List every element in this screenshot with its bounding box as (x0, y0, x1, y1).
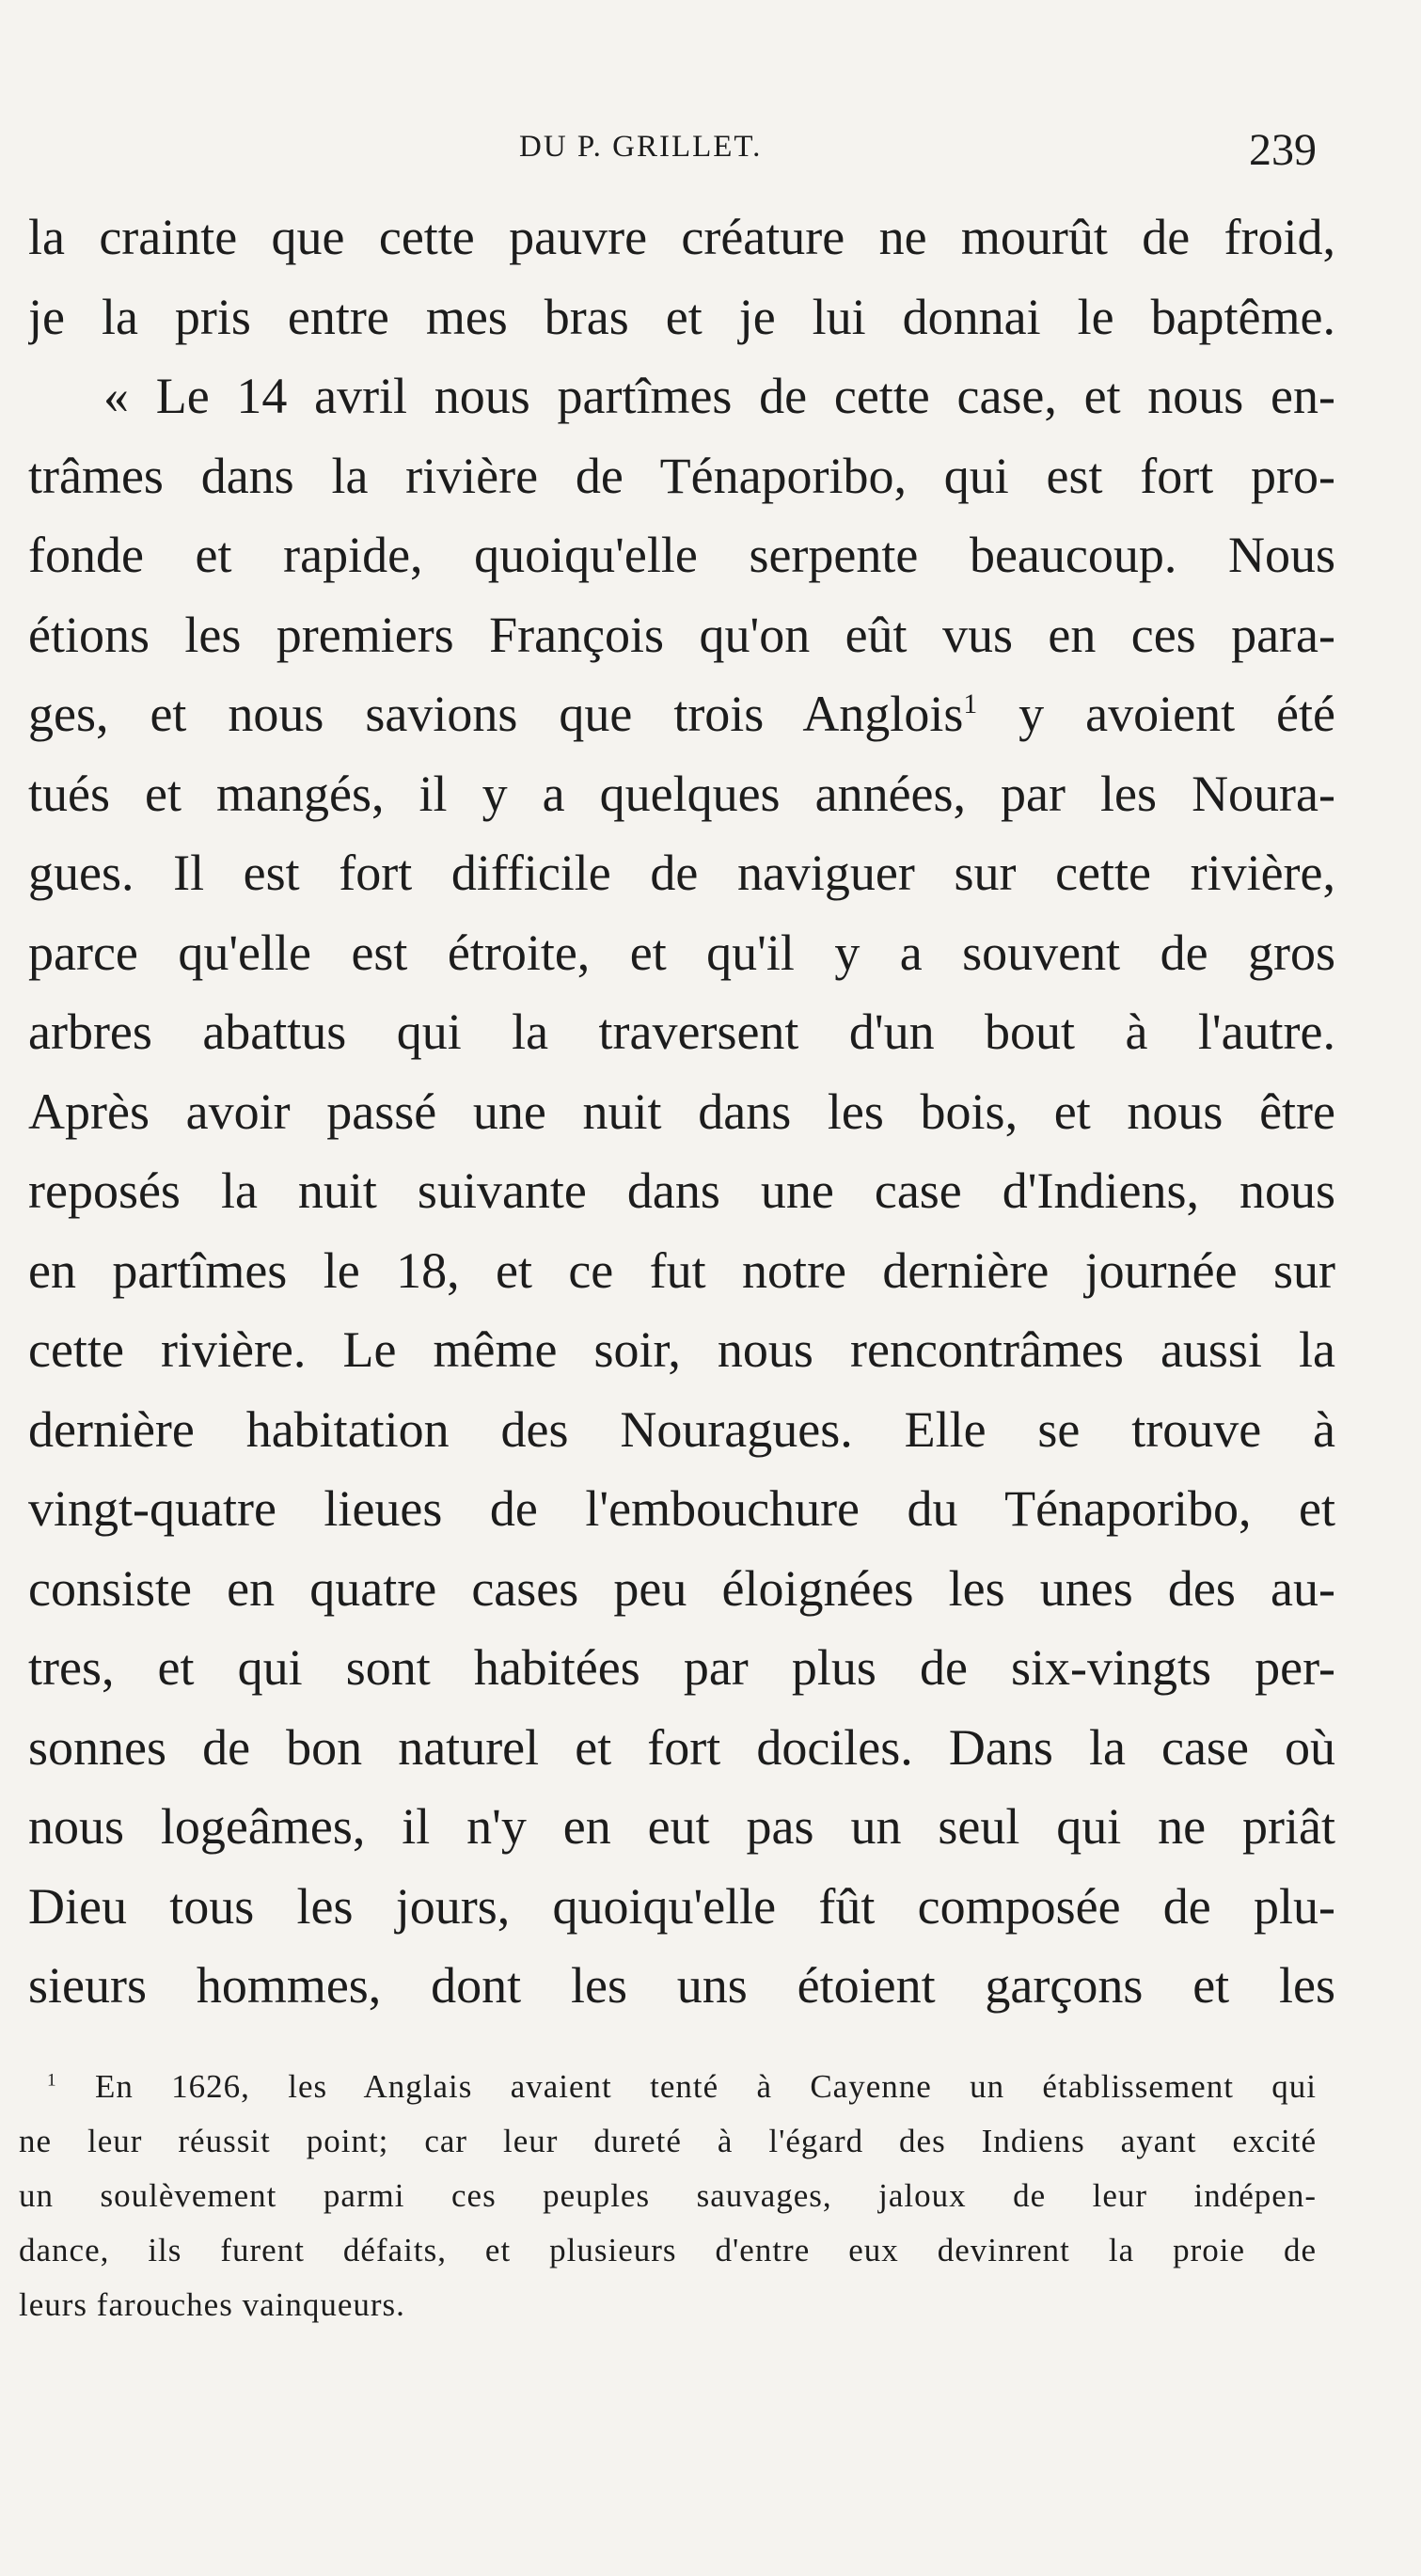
text-line: « Le 14 avril nous partîmes de cette case, et nous en- (103, 368, 1335, 424)
text-line: tres, et qui sont habitées par plus de six-vingts per- (28, 1639, 1335, 1696)
text-line: consiste en quatre cases peu éloignées les unes des au- (28, 1559, 1335, 1617)
text-line: Dieu tous les jours, quoiqu'elle fût composée de plu- (28, 1877, 1335, 1935)
text-line: la crainte que cette pauvre créature ne mourût de froid, (28, 209, 1335, 265)
text-line: sieurs hommes, dont les uns étoient garçons et les (28, 1957, 1335, 2014)
text-line: trâmes dans la rivière de Ténaporibo, qui est fort pro- (28, 447, 1335, 504)
footnote-line: un soulèvement parmi ces peuples sauvages, jaloux de leur indépen- (19, 2177, 1317, 2214)
text-line: vingt-quatre lieues de l'embouchure du Ténaporibo, et (28, 1480, 1335, 1537)
footnote (19, 2060, 1317, 2332)
text-line: dernière habitation des Nouragues. Elle se trouve à (28, 1400, 1335, 1458)
text-line-with-footnote-ref (28, 674, 1335, 754)
text-line: gues. Il est fort difficile de naviguer sur cette rivière, (28, 845, 1335, 901)
footnote-line: ne leur réussit point; car leur dureté à l'égard des Indiens ayant excité (19, 2123, 1317, 2159)
text-line-part: ges, et nous savions que trois Anglois (28, 686, 964, 742)
footnote-line: leurs farouches vainqueurs. (19, 2286, 405, 2323)
text-line-part: y avoient été (977, 686, 1335, 742)
text-line: fonde et rapide, quoiqu'elle serpente beaucoup. Nous (28, 527, 1335, 583)
footnote-marker: 1 (47, 2070, 57, 2091)
text-line: reposés la nuit suivante dans une case d'Indiens, nous (28, 1162, 1335, 1219)
text-line: cette rivière. Le même soir, nous rencontrâmes aussi la (28, 1321, 1335, 1378)
running-head: DU P. GRILLET. (519, 130, 763, 164)
text-line: Après avoir passé une nuit dans les bois, et nous être (28, 1083, 1335, 1140)
text-line: je la pris entre mes bras et je lui donnai le baptême. (28, 288, 1335, 345)
footnote-line: dance, ils furent défaits, et plusieurs d'entre eux devinrent la proie de (19, 2232, 1317, 2268)
text-line: nous logeâmes, il n'y en eut pas un seul qui ne priât (28, 1798, 1335, 1855)
footnote-reference: 1 (963, 689, 978, 719)
text-line: arbres abattus qui la traversent d'un bout à l'autre. (28, 1004, 1335, 1060)
page-number: 239 (1249, 125, 1317, 175)
page-header (0, 124, 1421, 181)
text-line: en partîmes le 18, et ce fut notre dernière journée sur (28, 1241, 1335, 1299)
footnote-line (19, 2060, 1317, 2114)
body-text (28, 198, 1335, 2026)
text-line: parce qu'elle est étroite, et qu'il y a souvent de gros (28, 924, 1335, 981)
text-line: sonnes de bon naturel et fort dociles. Dans la case où (28, 1718, 1335, 1776)
footnote-line-text: En 1626, les Anglais avaient tenté à Cayenne un établissement qui (56, 2068, 1317, 2105)
text-line: étions les premiers François qu'on eût vus en ces para- (28, 606, 1335, 663)
text-line: tués et mangés, il y a quelques années, par les Noura- (28, 765, 1335, 822)
